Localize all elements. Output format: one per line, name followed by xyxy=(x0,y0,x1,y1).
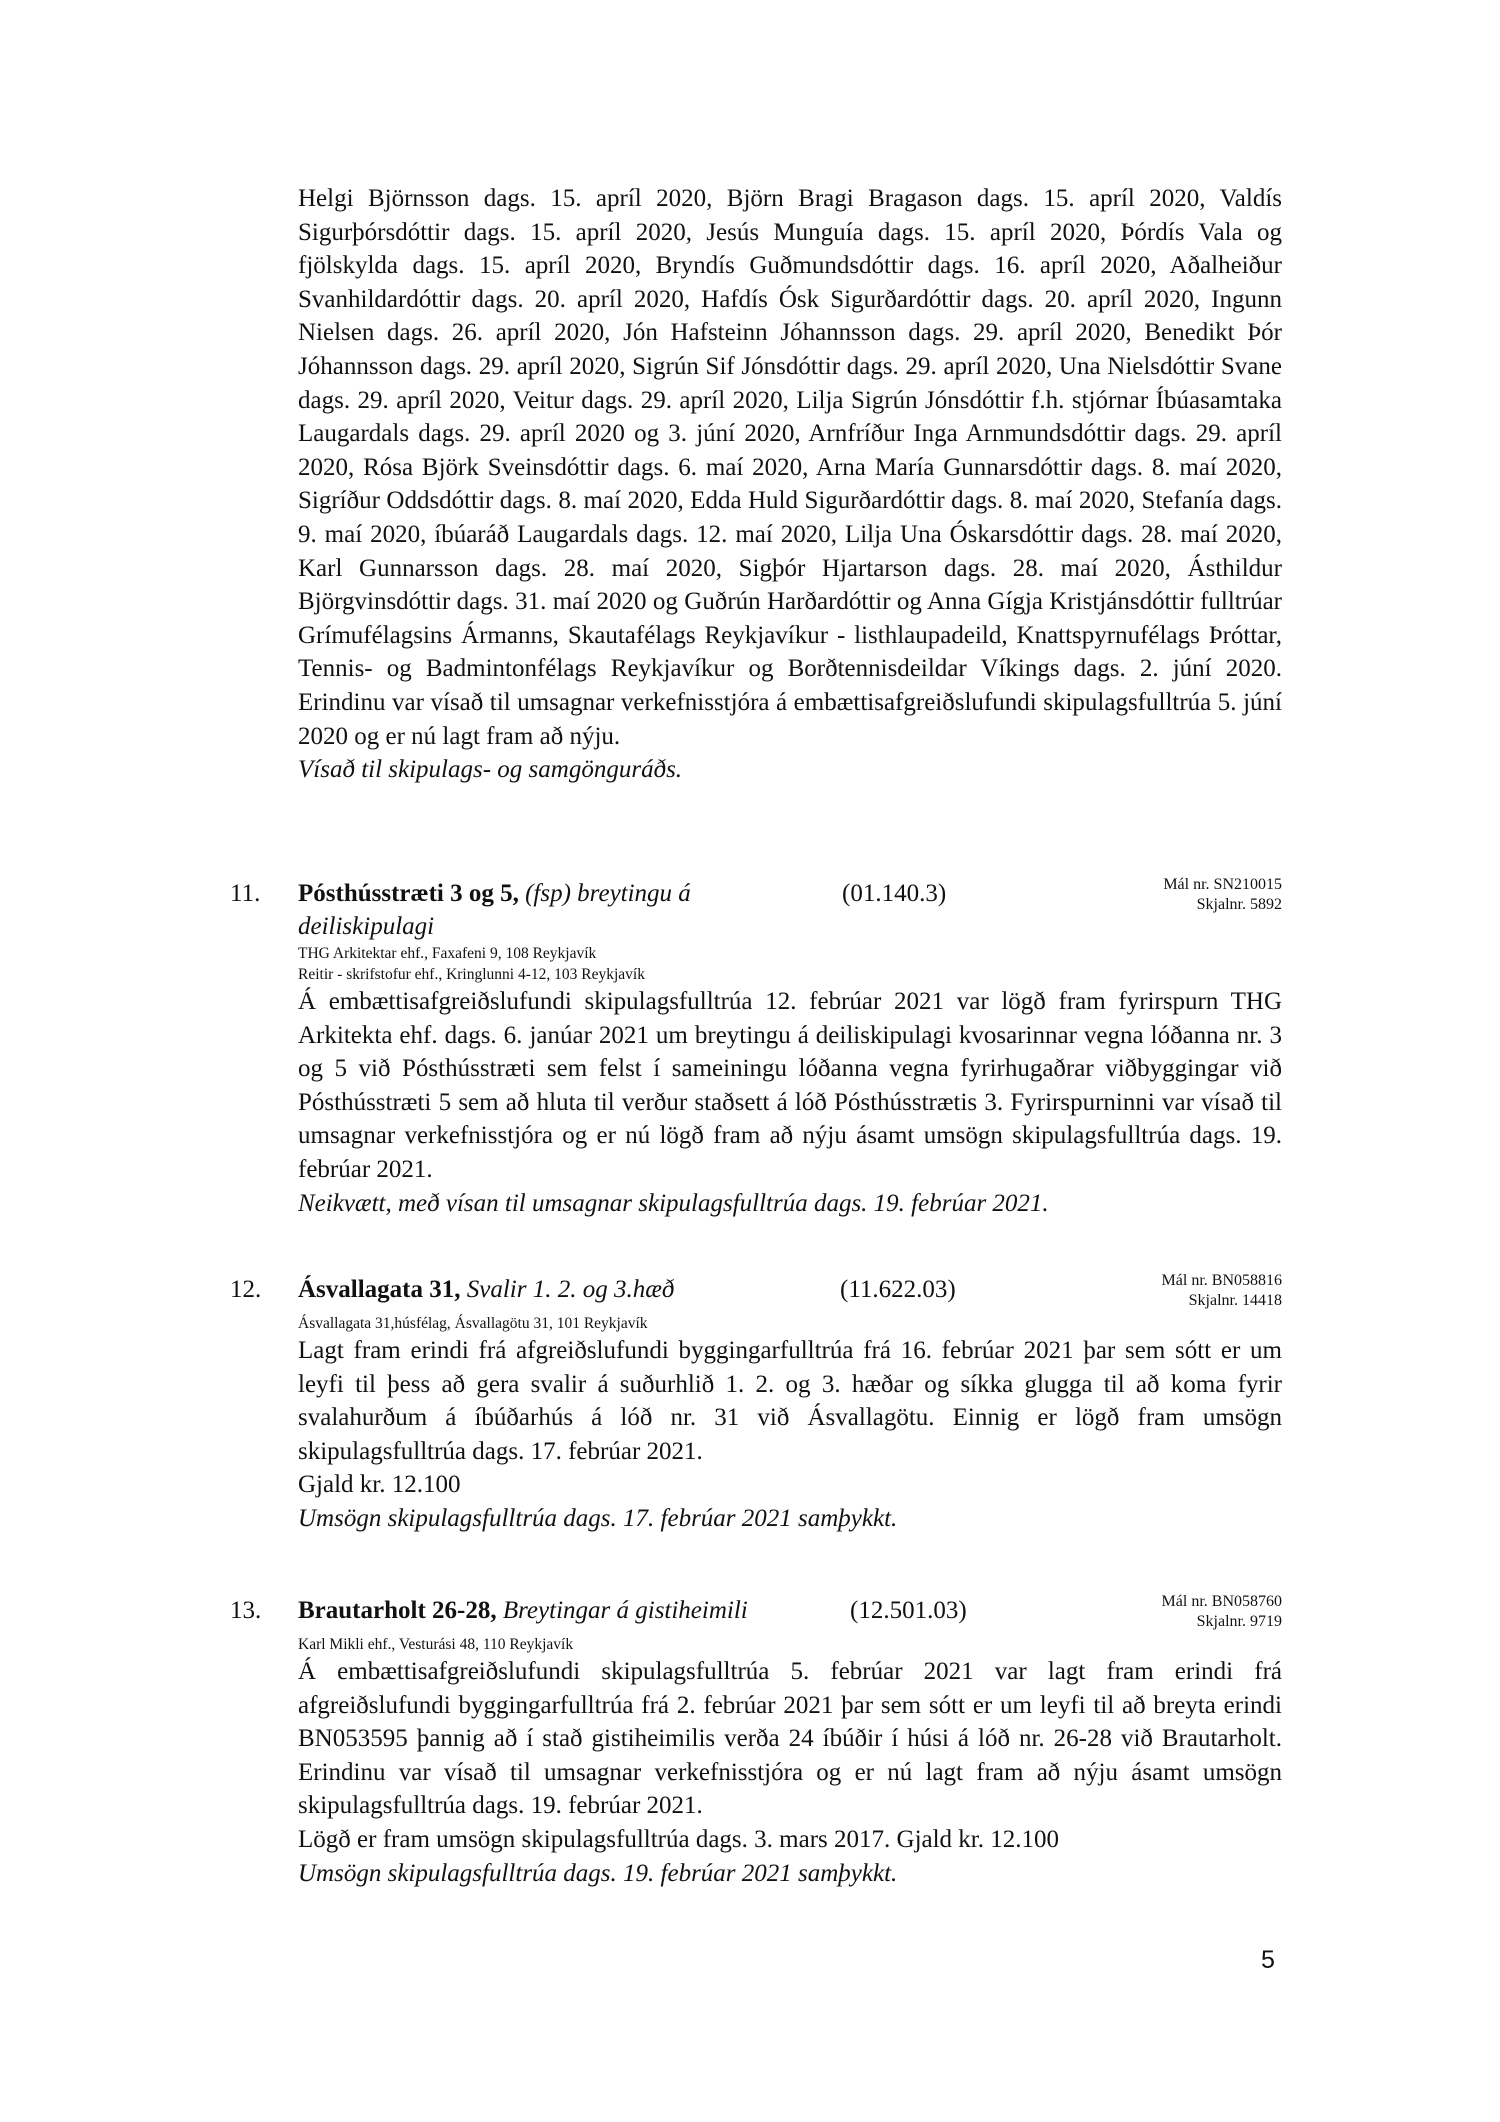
applicant: Karl Mikli ehf., Vesturási 48, 110 Reykjavík xyxy=(298,1636,574,1653)
continuation-section xyxy=(298,182,1282,787)
item-header xyxy=(230,1273,1282,1313)
item-title xyxy=(298,877,768,943)
applicant: Reitir - skrifstofur ehf., Kringlunni 4-12, 103 Reykjavík xyxy=(298,966,645,983)
item-land-code: (11.622.03) xyxy=(840,1276,956,1303)
item-subtitle: Breytingar á gistiheimili xyxy=(502,1597,748,1624)
item-header xyxy=(230,877,1282,943)
page-number: 5 xyxy=(1261,1946,1275,1974)
item-number: 12. xyxy=(230,1276,262,1303)
case-number: Mál nr. BN058760 xyxy=(1161,1593,1282,1610)
document-number: Skjalnr. 14418 xyxy=(1188,1292,1282,1309)
item-reference xyxy=(1162,1271,1282,1311)
item-address: Pósthússtræti 3 og 5, xyxy=(298,880,519,907)
document-number: Skjalnr. 9719 xyxy=(1196,1613,1282,1630)
item-subtitle: Svalir 1. 2. og 3.hæð xyxy=(466,1276,675,1303)
item-reference xyxy=(1163,875,1282,915)
item-land-code: (12.501.03) xyxy=(850,1597,967,1624)
case-number: Mál nr. BN058816 xyxy=(1161,1272,1282,1289)
continuation-decision: Vísað til skipulags- og samgönguráðs. xyxy=(298,756,683,784)
item-address: Brautarholt 26-28, xyxy=(298,1597,497,1624)
item-header xyxy=(230,1594,1282,1634)
document-number: Skjalnr. 5892 xyxy=(1196,896,1282,913)
agenda-item-11 xyxy=(230,877,1282,1220)
continuation-text: Helgi Björnsson dags. 15. apríl 2020, Björn Bragi Bragason dags. 15. apríl 2020, Valdís Sigurþórsdóttir dags. 15. apríl 2020, Jesús Munguía dags. 15. apríl 2020, Þórdís Vala og fjölskylda dags. 15. apríl 2020, Bryndís Guðmundsdóttir dags. 16. apríl 2020, Aðalheiður Svanhildardóttir dags. 20. apríl 2020, Hafdís Ósk Sigurðardóttir dags. 20. apríl 2020, Ingunn Nielsen dags. 26. apríl 2020, Jón Hafsteinn Jóhannsson dags. 29. apríl 2020, Benedikt Þór Jóhannsson dags. 29. apríl 2020, Sigrún Sif Jónsdóttir dags. 29. apríl 2020, Una Nielsdóttir Svane dags. 29. apríl 2020, Veitur dags. 29. apríl 2020, Lilja Sigrún Jónsdóttir f.h. stjórnar Íbúasamtaka Laugardals dags. 29. apríl 2020 og 3. júní 2020, Arnfríður Inga Arnmundsdóttir dags. 29. apríl 2020, Rósa Björk Sveinsdóttir dags. 6. maí 2020, Arna María Gunnarsdóttir dags. 8. maí 2020, Sigríður Oddsdóttir dags. 8. maí 2020, Edda Huld Sigurðardóttir dags. 8. maí 2020, Stefanía dags. 9. maí 2020, íbúaráð Laugardals dags. 12. maí 2020, Lilja Una Óskarsdóttir dags. 28. maí 2020, Karl Gunnarsson dags. 28. maí 2020, Sigþór Hjartarson dags. 28. maí 2020, Ásthildur Björgvinsdóttir dags. 31. maí 2020 og Guðrún Harðardóttir og Anna Gígja Kristjánsdóttir fulltrúar Grímufélagsins Ármanns, Skautafélags Reykjavíkur - listhlaupadeild, Knattspyrnufélags Þróttar, Tennis- og Badmintonfélags Reykjavíkur og Borðtennisdeildar Víkings dags. 2. júní 2020. Erindinu var vísað til umsagnar verkefnisstjóra á embættisafgreiðslufundi skipulagsfulltrúa 5. júní 2020 og er nú lagt fram að nýju. xyxy=(298,185,1282,750)
applicant: Ásvallagata 31,húsfélag, Ásvallagötu 31, 101 Reykjavík xyxy=(298,1315,648,1332)
item-text: Lagt fram erindi frá afgreiðslufundi byggingarfulltrúa frá 16. febrúar 2021 þar sem sótt er um leyfi til þess að gera svalir á suðurhlið 1. 2. og 3. hæðar og síkka glugga til að koma fyrir svalahurðum á íbúðarhús á lóð nr. 31 við Ásvallagötu. Einnig er lögð fram umsögn skipulagsfulltrúa dags. 17. febrúar 2021. xyxy=(298,1337,1282,1465)
item-title xyxy=(298,1273,768,1306)
item-number: 11. xyxy=(230,880,261,907)
applicant: THG Arkitektar ehf., Faxafeni 9, 108 Reykjavík xyxy=(298,945,597,962)
item-text: Á embættisafgreiðslufundi skipulagsfulltrúa 12. febrúar 2021 var lögð fram fyrirspurn THG Arkitekta ehf. dags. 6. janúar 2021 um breytingu á deiliskipulagi kvosarinnar vegna lóðanna nr. 3 og 5 við Pósthússtræti sem felst í sameiningu lóðanna vegna fyrirhugaðrar viðbyggingar við Pósthússtræti 5 sem að hluta til verður staðsett á lóð Pósthússtrætis 3. Fyrirspurninni var vísað til umsagnar verkefnisstjóra og er nú lögð fram að nýju ásamt umsögn skipulagsfulltrúa dags. 19. febrúar 2021. xyxy=(298,988,1282,1183)
item-fee: Gjald kr. 12.100 xyxy=(298,1471,461,1499)
applicant-list xyxy=(298,1313,1282,1334)
item-text: Á embættisafgreiðslufundi skipulagsfulltrúa 5. febrúar 2021 var lagt fram erindi frá afgreiðslufundi byggingarfulltrúa frá 2. febrúar 2021 þar sem sótt er um leyfi til að breyta erindi BN053595 þannig að í stað gistiheimilis verða 24 íbúðir í húsi á lóð nr. 26-28 við Brautarholt. Erindinu var vísað til umsagnar verkefnisstjóra og er nú lagt fram að nýju ásamt umsögn skipulagsfulltrúa dags. 19. febrúar 2021. xyxy=(298,1658,1282,1820)
item-number: 13. xyxy=(230,1597,262,1624)
item-reference xyxy=(1162,1592,1282,1632)
agenda-item-12 xyxy=(230,1273,1282,1536)
item-body xyxy=(298,1334,1282,1536)
case-number: Mál nr. SN210015 xyxy=(1163,876,1282,893)
applicant-list xyxy=(298,1634,1282,1655)
item-fee: Lögð er fram umsögn skipulagsfulltrúa dags. 3. mars 2017. Gjald kr. 12.100 xyxy=(298,1825,1059,1853)
item-land-code: (01.140.3) xyxy=(842,880,947,907)
applicant-list xyxy=(298,943,1282,985)
agenda-item-13 xyxy=(230,1594,1282,1890)
item-subtitle: (fsp) breytingu á deiliskipulagi xyxy=(298,880,691,940)
item-decision: Umsögn skipulagsfulltrúa dags. 19. febrúar 2021 samþykkt. xyxy=(298,1859,898,1887)
item-decision: Umsögn skipulagsfulltrúa dags. 17. febrúar 2021 samþykkt. xyxy=(298,1504,898,1532)
item-decision: Neikvætt, með vísan til umsagnar skipulagsfulltrúa dags. 19. febrúar 2021. xyxy=(298,1189,1049,1217)
item-title xyxy=(298,1594,838,1627)
item-address: Ásvallagata 31, xyxy=(298,1276,461,1303)
item-body xyxy=(298,985,1282,1220)
item-body xyxy=(298,1655,1282,1890)
